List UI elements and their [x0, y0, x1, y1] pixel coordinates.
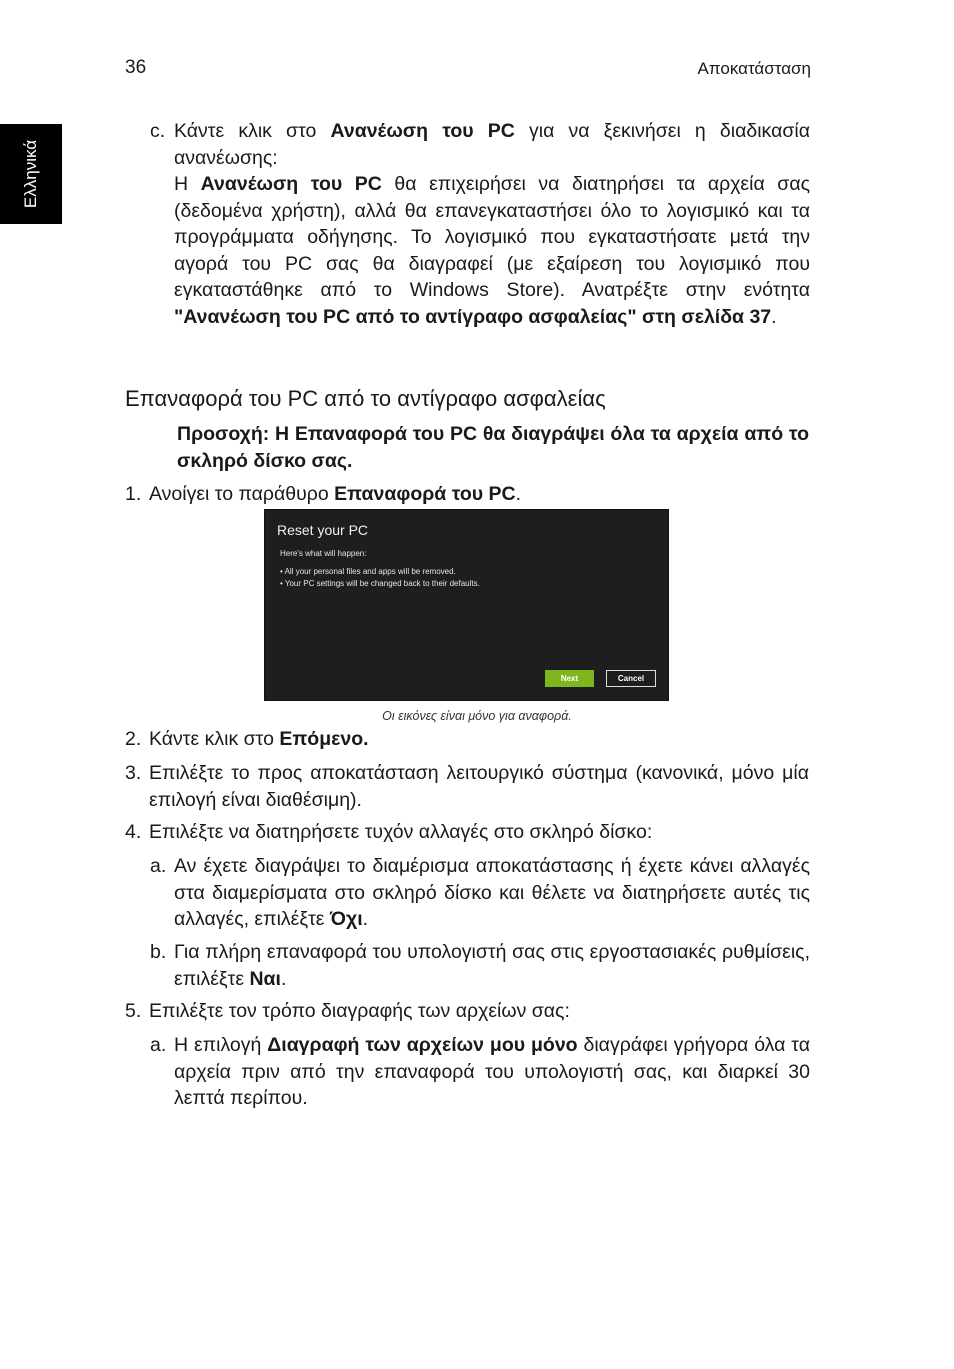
dialog-subtitle: Here's what will happen: — [280, 549, 367, 558]
step-5-label: 5. — [125, 1000, 142, 1022]
cross-reference: "Ανανέωση του PC από το αντίγραφο ασφαλείας" στη σελίδα 37 — [174, 305, 772, 328]
step-5a-label: a. — [150, 1034, 167, 1056]
step-c-line: Κάντε κλικ στο Ανανέωση του PC για να ξεκινήσει η διαδικασία ανανέωσης: — [174, 120, 810, 169]
step-1-label: 1. — [125, 483, 142, 505]
section-heading: Επαναφορά του PC από το αντίγραφο ασφαλείας — [125, 386, 606, 411]
running-title: Αποκατάσταση — [697, 59, 811, 78]
step-2-label: 2. — [125, 728, 142, 750]
next-button[interactable]: Next — [545, 670, 594, 687]
cancel-button[interactable]: Cancel — [606, 670, 656, 687]
language-tab-label: Ελληνικά — [21, 139, 40, 209]
step-c-label: c. — [150, 120, 166, 142]
step-4-label: 4. — [125, 821, 142, 843]
option-no: Όχι — [329, 908, 363, 930]
step-5a-text: Η επιλογή Διαγραφή των αρχείων μου μόνο διαγράφει γρήγορα όλα τα αρχεία πριν από την επαναφορά του υπολογιστή σας, και διαρκεί 30 λεπτά περίπου. — [174, 1034, 810, 1109]
page-number: 36 — [125, 57, 147, 78]
step-3-text: Επιλέξτε το προς αποκατάσταση λειτουργικό σύστημα (κανονικά, μόνο μία επιλογή είναι διαθέσιμη). — [149, 762, 809, 811]
step-3-label: 3. — [125, 762, 142, 784]
step-4b-text: Για πλήρη επαναφορά του υπολογιστή σας στις εργοστασιακές ρυθμίσεις, επιλέξτε Ναι. — [174, 941, 810, 990]
image-caption: Οι εικόνες είναι μόνο για αναφορά. — [382, 709, 572, 723]
step-2-text: Κάντε κλικ στο Επόμενο. — [149, 728, 369, 750]
dialog-bullet-2: • Your PC settings will be changed back to their defaults. — [280, 579, 480, 588]
step-4b-label: b. — [150, 941, 167, 963]
step-4a-label: a. — [150, 855, 167, 877]
step-5-text: Επιλέξτε τον τρόπο διαγραφής των αρχείων σας: — [149, 1000, 570, 1022]
reset-pc-screenshot — [264, 509, 669, 701]
step-1-text: Ανοίγει το παράθυρο Επαναφορά του PC. — [149, 483, 522, 505]
step-4a-text: Αν έχετε διαγράψει το διαμέρισμα αποκατάστασης ή έχετε κάνει αλλαγές στα διαμερίσματα στο σκληρό δίσκο και θέλετε να διατηρήσετε αυτές τις αλλαγές, επιλέξτε Όχι. — [174, 855, 810, 930]
language-tab — [0, 124, 62, 224]
warning-note: Προσοχή: Η Επαναφορά του PC θα διαγράψει όλα τα αρχεία από το σκληρό δίσκο σας. — [177, 423, 809, 472]
step-c-description: Η Ανανέωση του PC θα επιχειρήσει να διατηρήσει τα αρχεία σας (δεδομένα χρήστη), αλλά θα επανεγκαταστήσει όλο το λογισμικό και τα προγράμματα οδήγησης. Το λογισμικό που εγκαταστήσατε μετά την αγορά του PC σας θα διαγραφεί (με εξαίρεση του λογισμικό που εγκαταστάθηκε από το Windows Store). Ανατρέξτε στην ενότητα "Ανανέωση του PC από το αντίγραφο ασφαλείας" στη σελίδα 37. — [174, 173, 811, 328]
option-remove-files: Διαγραφή των αρχείων μου μόνο — [267, 1034, 578, 1056]
dialog-bullet-1: • All your personal files and apps will be removed. — [280, 567, 456, 576]
refresh-pc-term: Ανανέωση του PC — [330, 120, 515, 142]
dialog-title: Reset your PC — [277, 522, 369, 538]
option-yes: Ναι — [249, 967, 281, 990]
step-4-text: Επιλέξτε να διατηρήσετε τυχόν αλλαγές στο σκληρό δίσκο: — [149, 821, 653, 843]
